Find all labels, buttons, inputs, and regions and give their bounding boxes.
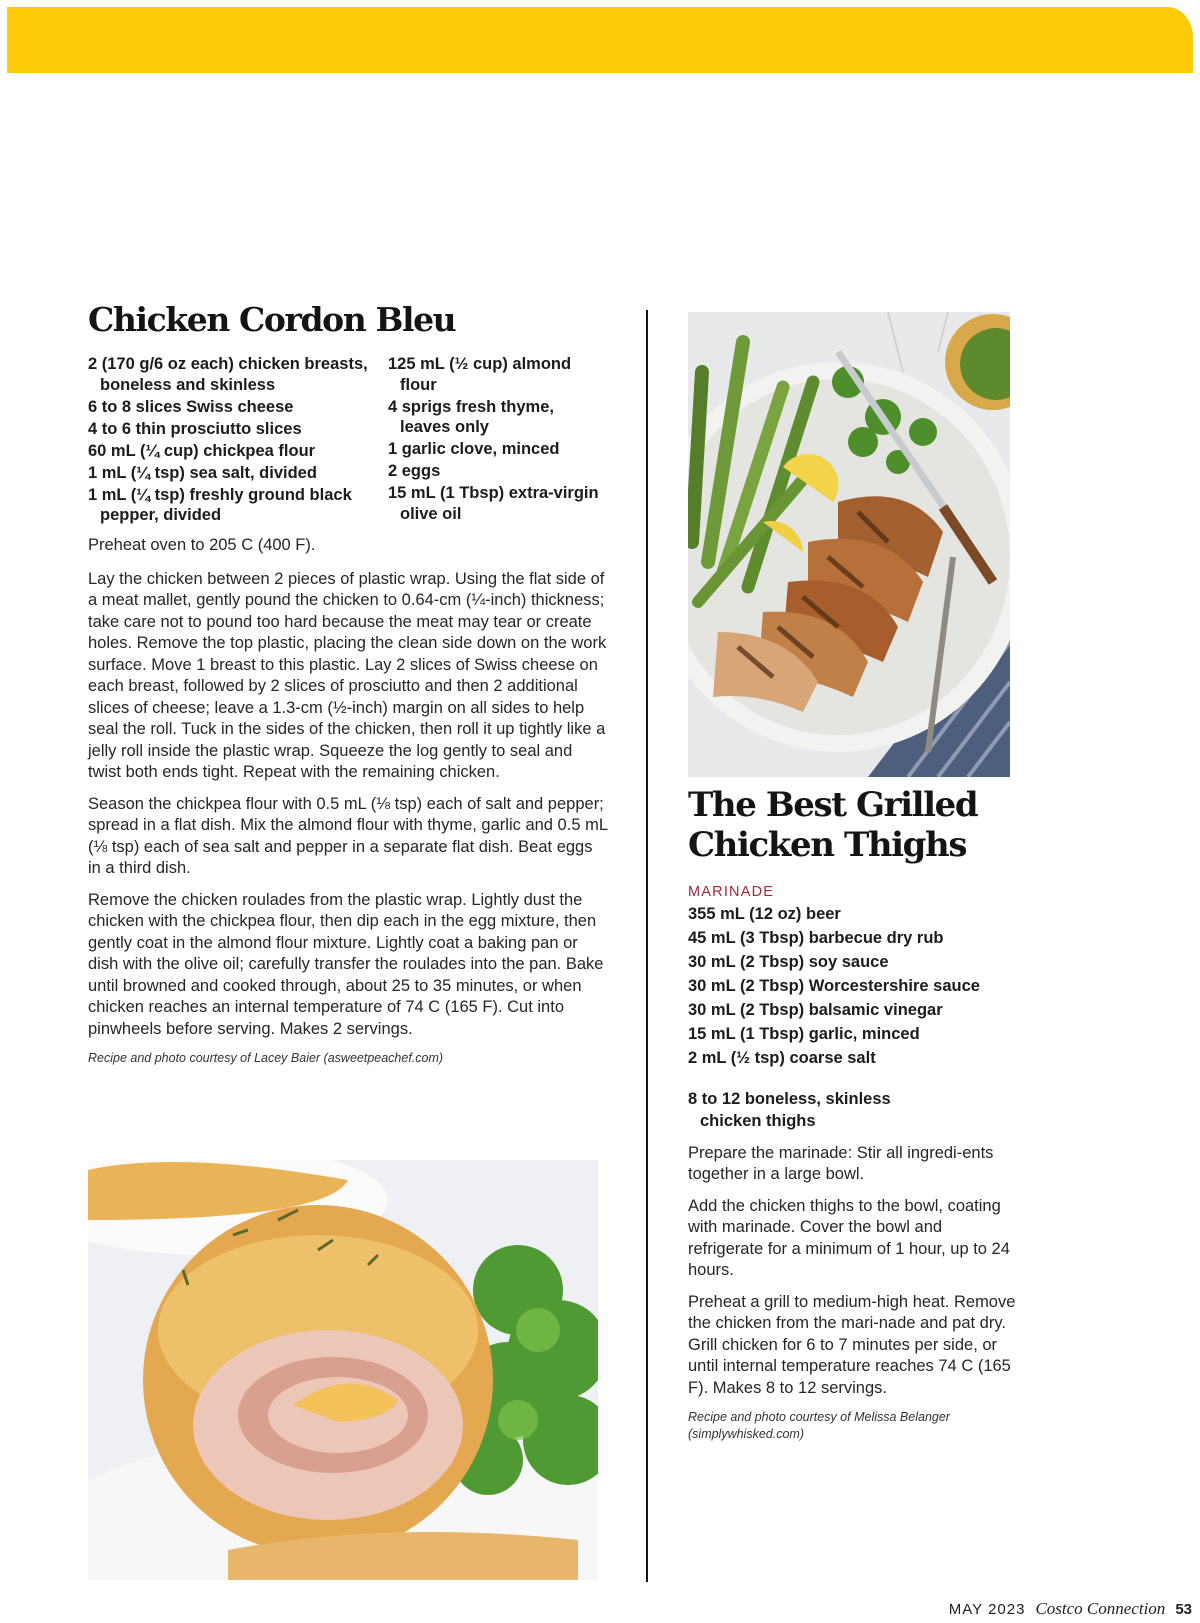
ingredient: 125 mL (½ cup) almond flour — [388, 355, 572, 394]
chicken-cordon-bleu-photo — [88, 1160, 598, 1580]
recipe-title — [688, 785, 1018, 865]
ingredient: 30 mL (2 Tbsp) soy sauce — [688, 953, 889, 971]
ingredient: 60 mL (¼ cup) chickpea flour — [88, 441, 316, 460]
header-color-bar — [7, 7, 1193, 73]
page-footer — [949, 1599, 1192, 1619]
recipe-step: Add the chicken thighs to the bowl, coating with marinade. Cover the bowl and refrigerate for a minimum of 1 hour, up to 24 hours. — [688, 1196, 1010, 1279]
recipe-step: Preheat a grill to medium-high heat. Remove the chicken from the mari-nade and pat dry. Grill chicken for 6 to 7 minutes per side, or until internal temperature reaches 74 C (165 F). Makes 8 to 12 servings. — [688, 1292, 1016, 1397]
ingredient: 355 mL (12 oz) beer — [688, 905, 841, 923]
ingredient: 15 mL (1 Tbsp) garlic, minced — [688, 1025, 920, 1043]
ingredient-column-1 — [88, 354, 388, 527]
recipe-credit-line-1: Recipe and photo courtesy of Melissa Belanger — [688, 1410, 950, 1424]
recipe-credit — [688, 1409, 1018, 1443]
ingredient: 30 mL (2 Tbsp) Worcestershire sauce — [688, 977, 980, 995]
ingredient: 2 mL (½ tsp) coarse salt — [688, 1049, 876, 1067]
ingredient: 30 mL (2 Tbsp) balsamic vinegar — [688, 1001, 943, 1019]
ingredient: 45 mL (3 Tbsp) barbecue dry rub — [688, 929, 944, 947]
recipe-title-line-2: Chicken Thighs — [688, 825, 967, 865]
marinade-ingredient-list — [688, 903, 1018, 1070]
ingredient: 15 mL (1 Tbsp) extra-virgin olive oil — [388, 484, 599, 523]
ingredient: 2 eggs — [388, 462, 441, 480]
marinade-label: MARINADE — [688, 884, 775, 900]
grilled-chicken-illustration — [688, 312, 1010, 777]
recipe-step: Remove the chicken roulades from the plastic wrap. Lightly dust the chicken with the chickpea flour, then dip each in the egg mixture, then gently coat in the almond flour mixture. Lightly coat a baking pan or dish with the olive oil; carefully transfer the roulades into the pan. Bake until browned and cooked through, about 25 to 35 minutes, or when chicken reaches an internal temperature of 74 C (165 F). Cut into pinwheels before serving. Makes 2 servings. — [88, 890, 604, 1038]
recipe-step: Season the chickpea flour with 0.5 mL (⅛ tsp) each of salt and pepper; spread in a flat dish. Mix the almond flour with thyme, garlic and 0.5 mL (⅛ tsp) each of sea salt and pepper in a separate flat dish. Beat eggs in a third dish. — [88, 794, 608, 877]
magazine-name: Costco Connection — [1035, 1599, 1166, 1618]
preheat-instruction: Preheat oven to 205 C (400 F). — [88, 536, 316, 554]
column-divider — [646, 310, 648, 1582]
recipe-credit-line-2: (simplywhisked.com) — [688, 1427, 804, 1441]
issue-date: MAY 2023 — [948, 1601, 1026, 1618]
recipe-step: Prepare the marinade: Stir all ingredi-ents together in a large bowl. — [688, 1143, 994, 1183]
recipe-step: Lay the chicken between 2 pieces of plastic wrap. Using the flat side of a meat mallet, gently pound the chicken to 0.64-cm (¼-inch) thickness; take care not to pound too hard because the meat may tear or create holes. Remove the top plastic, placing the clean side down on the work surface. Move 1 breast to this plastic. Lay 2 slices of Swiss cheese on each breast, followed by 2 slices of prosciutto and then 2 additional slices of cheese; leave a 1.3-cm (½-inch) margin on all sides to help seal the roll. Tuck in the sides of the chicken, then roll it up tightly like a jelly roll inside the plastic wrap. Squeeze the log gently to seal and twist both ends tight. Repeat with the remaining chicken. — [88, 569, 607, 781]
ingredient: 6 to 8 slices Swiss cheese — [88, 397, 294, 416]
recipe-title: Chicken Cordon Bleu — [88, 300, 456, 339]
recipe-chicken-cordon-bleu — [88, 300, 608, 1067]
recipe-grilled-chicken-thighs — [688, 785, 1018, 1443]
ingredient-list — [88, 354, 608, 527]
grilled-chicken-photo — [688, 312, 1010, 777]
page-number: 53 — [1175, 1601, 1192, 1618]
ingredient: 1 garlic clove, minced — [388, 440, 560, 458]
recipe-credit: Recipe and photo courtesy of Lacey Baier (asweetpeachef.com) — [88, 1051, 444, 1065]
ingredient: 4 to 6 thin prosciutto slices — [88, 419, 302, 438]
cordon-bleu-illustration — [88, 1160, 598, 1580]
ingredient: 4 sprigs fresh thyme, leaves only — [388, 397, 554, 436]
ingredient: 1 mL (¼ tsp) freshly ground black pepper, divided — [88, 485, 352, 524]
ingredient: 1 mL (¼ tsp) sea salt, divided — [88, 463, 317, 482]
main-ingredient: 8 to 12 boneless, skinless chicken thighs — [688, 1089, 891, 1130]
ingredient-column-2 — [388, 354, 608, 527]
recipe-title-line-1: The Best Grilled — [688, 785, 978, 825]
ingredient: 2 (170 g/6 oz each) chicken breasts, boneless and skinless — [88, 355, 368, 394]
